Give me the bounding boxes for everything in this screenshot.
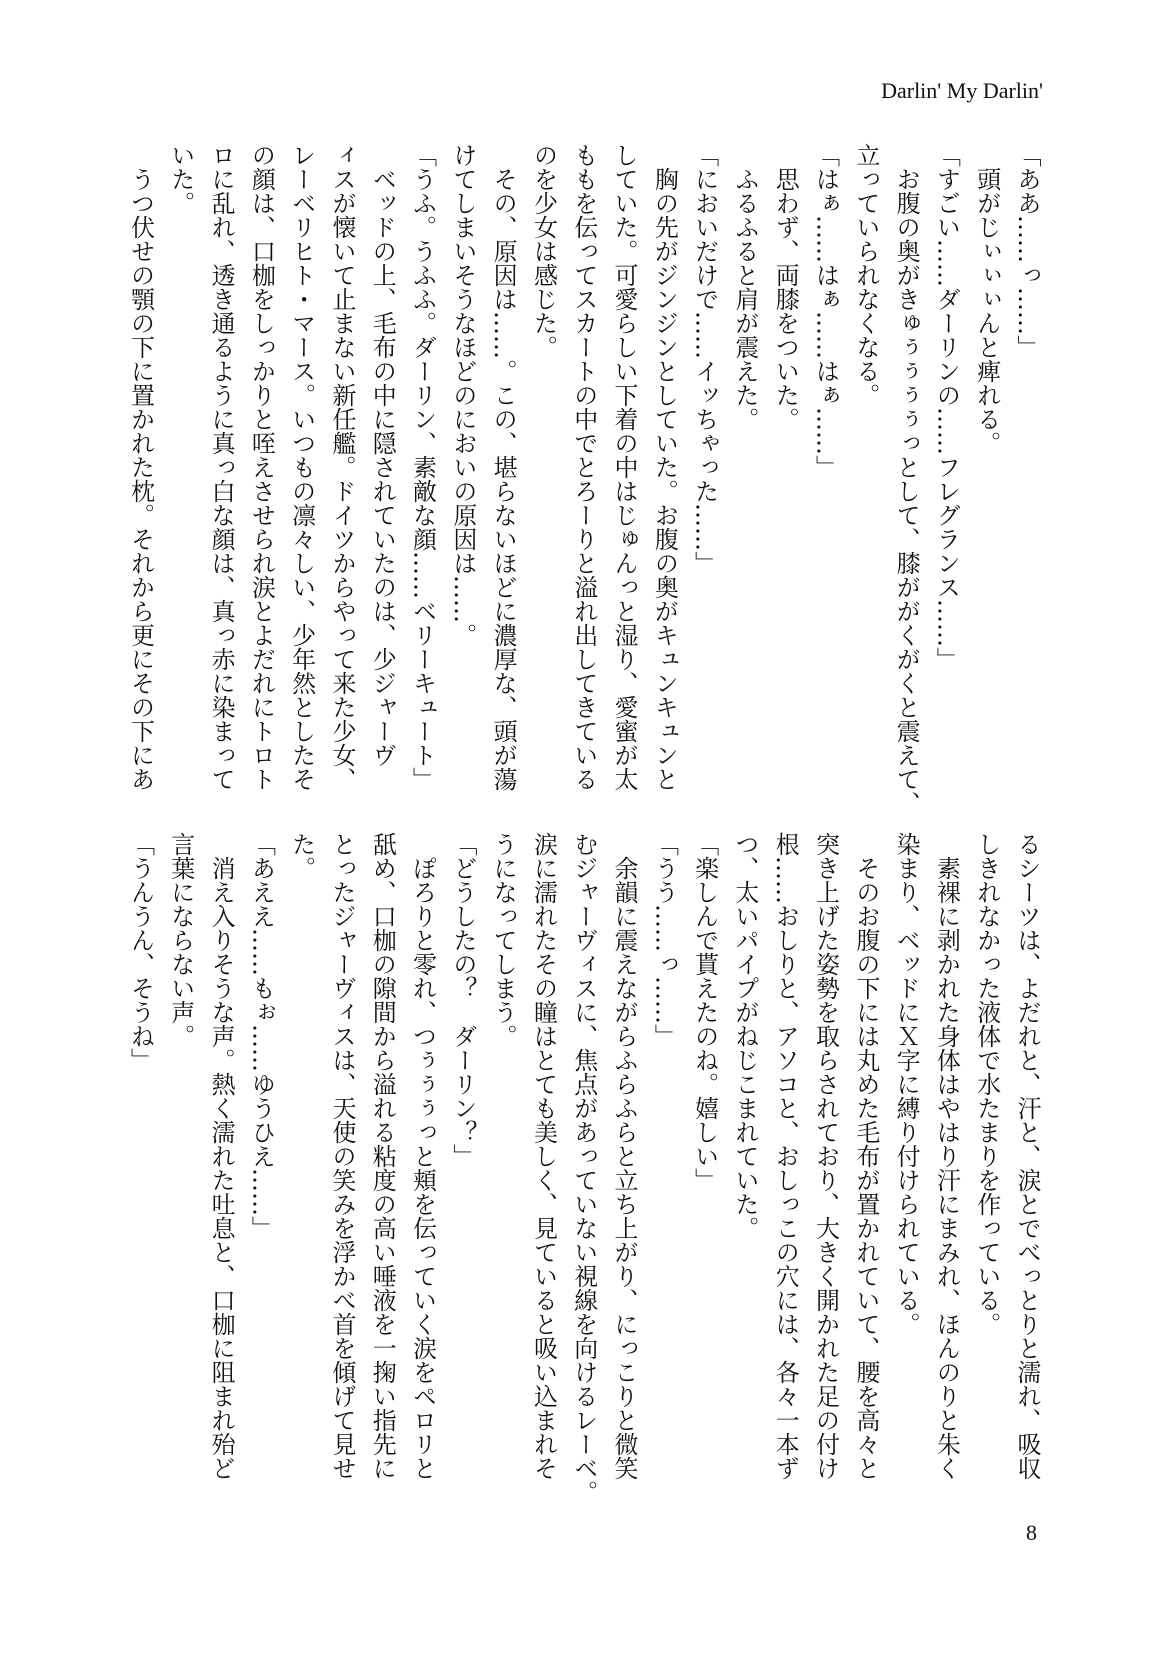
- text-line: うつ伏せの顎の下に置かれた枕。それから更にその下にあ: [126, 143, 155, 791]
- text-line: ももを伝ってスカートの中でとろーりと溢れ出してきている: [569, 143, 598, 791]
- text-line: 立っていられなくなる。: [851, 143, 880, 407]
- text-line: ロに乱れ、透き通るように真っ白な顔は、真っ赤に染まって: [207, 143, 236, 791]
- text-line: とったジャーヴィスは、天使の笑みを浮かべ首を傾げて見せ: [327, 832, 356, 1480]
- text-line: ィスが懐いて止まない新任艦。ドイツからやって来た少女、: [327, 143, 356, 791]
- text-line: ぽろりと零れ、つぅぅぅっと頬を伝っていく涙をペロリと: [408, 832, 437, 1480]
- text-line: レーベリヒト・マース。いつもの凛々しい、少年然としたそ: [287, 143, 316, 791]
- text-line: 「はぁ……はぁ……はぁ……」: [811, 143, 840, 479]
- text-line: た。: [287, 832, 316, 880]
- text-line: 涙に濡れたその瞳はとても美しく、見ていると吸い込まれそ: [529, 832, 558, 1480]
- vertical-text-block-bottom: [126, 832, 1047, 1504]
- text-line: しきれなかった液体で水たまりを作っている。: [972, 832, 1001, 1336]
- text-line: 「においだけで……イッちゃった……」: [690, 143, 719, 575]
- text-line: 消え入りそうな声。熱く濡れた吐息と、口枷に阻まれ殆ど: [207, 832, 236, 1480]
- text-line: 頭がじぃぃぃんと痺れる。: [972, 143, 1001, 455]
- text-line: つ、太いパイプがねじこまれていた。: [730, 832, 759, 1240]
- text-line: 余韻に震えながらふらふらと立ち上がり、にっこりと微笑: [610, 832, 639, 1480]
- text-line: 「どうしたの？ ダーリン？」: [448, 832, 477, 1168]
- text-line: していた。可愛らしい下着の中はじゅんっと湿り、愛蜜が太: [610, 143, 639, 791]
- text-line: 「すごい……ダーリンの……フレグランス……」: [932, 143, 961, 671]
- text-line: るシーツは、よだれと、汗と、涙とでべっとりと濡れ、吸収: [1013, 832, 1041, 1480]
- text-line: 思わず、両膝をついた。: [771, 143, 800, 431]
- text-line: けてしまいそうなほどのにおいの原因は……。: [448, 143, 477, 647]
- text-line: ふるふると肩が震えた。: [730, 143, 759, 431]
- text-line: うになってしまう。: [489, 832, 518, 1048]
- text-line: お腹の奥がきゅぅぅぅぅっとして、膝ががくがくと震えて、: [892, 143, 921, 815]
- text-line: 「うふ。うふふ。ダーリン、素敵な顔……ベリーキュート」: [408, 143, 437, 791]
- text-line: 舐め、口枷の隙間から溢れる粘度の高い唾液を一掬い指先に: [368, 832, 397, 1480]
- text-line: むジャーヴィスに、焦点があっていない視線を向けるレーベ。: [569, 832, 598, 1504]
- text-line: いた。: [166, 143, 195, 215]
- text-line: 胸の先がジンジンとしていた。お腹の奥がキュンキュンと: [650, 143, 679, 791]
- text-line: そのお腹の下には丸めた毛布が置かれていて、腰を高々と: [851, 832, 880, 1480]
- vertical-text-block-top: [126, 143, 1047, 815]
- text-line: 「あええ……もぉ……ゆうひえ……」: [247, 832, 276, 1240]
- text-line: 「ああ……っ……」: [1013, 143, 1041, 359]
- text-line: 素裸に剥かれた身体はやはり汗にまみれ、ほんのりと朱く: [932, 832, 961, 1480]
- text-line: 言葉にならない声。: [166, 832, 195, 1048]
- text-line: 突き上げた姿勢を取らされており、大きく開かれた足の付け: [811, 832, 840, 1480]
- text-line: 「うんうん、そうね」: [126, 832, 155, 1072]
- text-line: のを少女は感じた。: [529, 143, 558, 359]
- running-header: Darlin' My Darlin': [881, 78, 1043, 103]
- text-line: 「うう……っ……」: [650, 832, 679, 1048]
- text-line: 「楽しんで貰えたのね。嬉しい」: [690, 832, 719, 1192]
- text-line: の顔は、口枷をしっかりと咥えさせられ涙とよだれにトロト: [247, 143, 276, 791]
- text-line: その、原因は……。この、堪らないほどに濃厚な、頭が蕩: [489, 143, 518, 791]
- page-number: 8: [1026, 1520, 1037, 1545]
- text-line: 染まり、ベッドにＸ字に縛り付けられている。: [892, 832, 921, 1336]
- text-line: ベッドの上、毛布の中に隠されていたのは、少ジャーヴ: [368, 143, 397, 767]
- text-line: 根……おしりと、アソコと、おしっこの穴には、各々一本ず: [771, 832, 800, 1480]
